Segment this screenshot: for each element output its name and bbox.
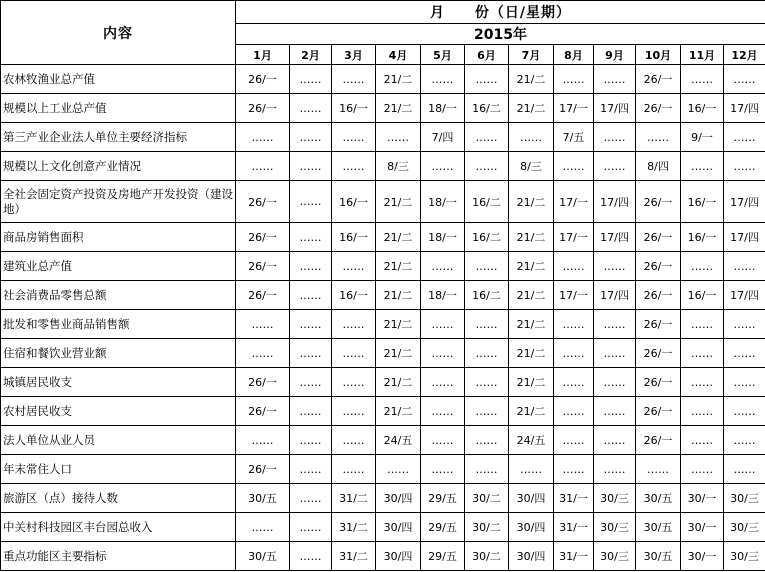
table-cell: 30/二	[465, 513, 509, 542]
table-cell: ……	[554, 426, 594, 455]
table-cell: ……	[332, 397, 376, 426]
table-cell: 26/一	[636, 65, 681, 94]
table-cell: ……	[681, 152, 724, 181]
table-row	[1, 123, 765, 152]
table-cell: 29/五	[421, 542, 465, 571]
table-cell: 24/五	[509, 426, 554, 455]
row-label: 全社会固定资产投资及房地产开发投资（建设地）	[1, 181, 236, 223]
table-cell: ……	[421, 310, 465, 339]
table-cell: 26/一	[236, 181, 290, 223]
table-cell: ……	[636, 123, 681, 152]
table-cell: 21/二	[376, 223, 421, 252]
table-cell: ……	[376, 455, 421, 484]
table-cell: 30/三	[724, 513, 765, 542]
table-cell: ……	[465, 252, 509, 281]
table-cell: ……	[290, 252, 332, 281]
table-cell: ……	[465, 65, 509, 94]
table-row	[1, 397, 765, 426]
table-cell: ……	[332, 339, 376, 368]
table-cell: 30/五	[236, 542, 290, 571]
table-cell: 18/一	[421, 223, 465, 252]
table-cell: 26/一	[236, 368, 290, 397]
table-cell: ……	[236, 123, 290, 152]
table-cell: 16/二	[465, 223, 509, 252]
table-cell: 16/一	[681, 281, 724, 310]
table-cell: ……	[290, 310, 332, 339]
month-header: 6月	[465, 45, 509, 65]
table-cell: 16/一	[681, 94, 724, 123]
table-row	[1, 94, 765, 123]
table-row	[1, 542, 765, 571]
table-cell: 17/一	[554, 181, 594, 223]
table-cell: ……	[594, 65, 636, 94]
table-cell: ……	[290, 368, 332, 397]
month-header: 10月	[636, 45, 681, 65]
table-cell: ……	[554, 252, 594, 281]
month-header: 11月	[681, 45, 724, 65]
table-cell: ……	[290, 152, 332, 181]
table-cell: 17/四	[724, 223, 765, 252]
table-cell: ……	[332, 252, 376, 281]
table-cell: 16/一	[332, 94, 376, 123]
table-cell: ……	[509, 123, 554, 152]
table-cell: 9/一	[681, 123, 724, 152]
table-cell: 30/四	[509, 542, 554, 571]
content-column-header: 内容	[1, 1, 236, 65]
table-cell: 26/一	[636, 339, 681, 368]
table-cell: ……	[554, 152, 594, 181]
table-cell: 21/二	[376, 368, 421, 397]
table-cell: 31/一	[554, 484, 594, 513]
table-row	[1, 310, 765, 339]
table-cell: 17/四	[724, 94, 765, 123]
table-cell: ……	[594, 123, 636, 152]
table-cell: 17/一	[554, 223, 594, 252]
table-cell: ……	[332, 310, 376, 339]
table-cell: ……	[290, 426, 332, 455]
table-cell: 30/五	[636, 484, 681, 513]
table-row	[1, 426, 765, 455]
table-cell: 21/二	[509, 281, 554, 310]
table-cell: 26/一	[236, 397, 290, 426]
table-cell: 30/三	[594, 513, 636, 542]
table-cell: 17/四	[594, 281, 636, 310]
table-cell: ……	[236, 513, 290, 542]
table-cell: 21/二	[509, 65, 554, 94]
table-cell: ……	[236, 310, 290, 339]
table-cell: 30/四	[376, 542, 421, 571]
table-cell: 8/四	[636, 152, 681, 181]
table-cell: ……	[681, 252, 724, 281]
table-cell: ……	[594, 397, 636, 426]
table-cell: ……	[554, 368, 594, 397]
table-cell: ……	[681, 368, 724, 397]
table-cell: ……	[594, 339, 636, 368]
table-cell: 21/二	[376, 281, 421, 310]
table-cell: ……	[594, 152, 636, 181]
row-label: 农林牧渔业总产值	[1, 65, 236, 94]
table-cell: 21/二	[509, 368, 554, 397]
table-cell: 26/一	[236, 252, 290, 281]
table-cell: ……	[681, 397, 724, 426]
month-header-title: 月 份（日/星期）	[236, 1, 765, 24]
table-cell: ……	[236, 426, 290, 455]
month-header: 7月	[509, 45, 554, 65]
table-cell: 17/四	[594, 223, 636, 252]
table-cell: 26/一	[636, 181, 681, 223]
table-cell: 21/二	[376, 339, 421, 368]
table-cell: ……	[421, 65, 465, 94]
table-row	[1, 484, 765, 513]
row-label: 城镇居民收支	[1, 368, 236, 397]
month-header: 8月	[554, 45, 594, 65]
table-cell: ……	[594, 368, 636, 397]
row-label: 商品房销售面积	[1, 223, 236, 252]
table-cell: ……	[290, 484, 332, 513]
table-cell: ……	[681, 426, 724, 455]
table-cell: ……	[290, 94, 332, 123]
month-header: 12月	[724, 45, 765, 65]
table-cell: 16/一	[681, 181, 724, 223]
table-cell: 17/四	[594, 94, 636, 123]
table-cell: 30/一	[681, 542, 724, 571]
table-cell: ……	[332, 123, 376, 152]
table-cell: 30/一	[681, 484, 724, 513]
table-cell: 30/二	[465, 542, 509, 571]
table-cell: 31/二	[332, 513, 376, 542]
row-label: 农村居民收支	[1, 397, 236, 426]
table-cell: ……	[332, 152, 376, 181]
table-cell: 26/一	[236, 223, 290, 252]
table-cell: ……	[290, 397, 332, 426]
table-cell: 31/二	[332, 484, 376, 513]
table-cell: ……	[421, 426, 465, 455]
table-cell: ……	[724, 368, 765, 397]
table-cell: 21/二	[376, 252, 421, 281]
table-cell: ……	[554, 65, 594, 94]
table-cell: 26/一	[236, 281, 290, 310]
table-cell: ……	[681, 310, 724, 339]
table-cell: 21/二	[376, 181, 421, 223]
table-cell: 30/五	[636, 542, 681, 571]
table-cell: ……	[290, 123, 332, 152]
table-cell: ……	[554, 455, 594, 484]
table-row	[1, 252, 765, 281]
table-cell: 30/五	[636, 513, 681, 542]
table-cell: 17/一	[554, 94, 594, 123]
row-label: 建筑业总产值	[1, 252, 236, 281]
table-cell: ……	[594, 426, 636, 455]
table-cell: ……	[724, 426, 765, 455]
table-cell: ……	[421, 455, 465, 484]
row-label: 社会消费品零售总额	[1, 281, 236, 310]
table-cell: 21/二	[376, 65, 421, 94]
table-cell: 26/一	[636, 94, 681, 123]
table-cell: ……	[421, 252, 465, 281]
table-cell: 26/一	[236, 94, 290, 123]
table-cell: ……	[724, 310, 765, 339]
table-cell: 21/二	[376, 397, 421, 426]
table-cell: ……	[681, 455, 724, 484]
table-cell: 7/五	[554, 123, 594, 152]
table-cell: ……	[554, 397, 594, 426]
table-row	[1, 65, 765, 94]
table-cell: ……	[554, 310, 594, 339]
table-cell: ……	[724, 252, 765, 281]
table-cell: 8/三	[509, 152, 554, 181]
table-cell: ……	[236, 152, 290, 181]
table-cell: 26/一	[636, 426, 681, 455]
table-cell: 30/三	[594, 484, 636, 513]
table-cell: 17/四	[594, 181, 636, 223]
month-header: 4月	[376, 45, 421, 65]
row-label: 第三产业企业法人单位主要经济指标	[1, 123, 236, 152]
table-row	[1, 281, 765, 310]
month-header: 1月	[236, 45, 290, 65]
table-cell: 30/四	[376, 513, 421, 542]
table-cell: ……	[290, 513, 332, 542]
table-cell: 30/四	[509, 484, 554, 513]
table-cell: 21/二	[509, 310, 554, 339]
table-cell: 16/一	[332, 223, 376, 252]
table-cell: ……	[290, 65, 332, 94]
table-cell: ……	[465, 310, 509, 339]
table-cell: 30/一	[681, 513, 724, 542]
table-cell: 26/一	[636, 252, 681, 281]
table-cell: 30/三	[594, 542, 636, 571]
table-cell: 30/三	[724, 484, 765, 513]
table-cell: 18/一	[421, 181, 465, 223]
table-cell: ……	[332, 455, 376, 484]
table-cell: ……	[290, 281, 332, 310]
table-cell: 26/一	[636, 223, 681, 252]
table-cell: 26/一	[636, 281, 681, 310]
table-cell: ……	[465, 455, 509, 484]
table-cell: 26/一	[636, 397, 681, 426]
table-cell: 16/一	[332, 281, 376, 310]
table-cell: 31/一	[554, 542, 594, 571]
table-cell: ……	[376, 123, 421, 152]
table-cell: ……	[465, 426, 509, 455]
month-header: 5月	[421, 45, 465, 65]
table-cell: ……	[724, 455, 765, 484]
table-cell: ……	[724, 65, 765, 94]
row-label: 批发和零售业商品销售额	[1, 310, 236, 339]
table-row	[1, 223, 765, 252]
row-label: 重点功能区主要指标	[1, 542, 236, 571]
month-header: 2月	[290, 45, 332, 65]
table-cell: ……	[290, 455, 332, 484]
table-cell: 21/二	[376, 94, 421, 123]
table-cell: ……	[465, 397, 509, 426]
table-row	[1, 513, 765, 542]
table-cell: ……	[594, 310, 636, 339]
table-cell: ……	[724, 123, 765, 152]
table-cell: ……	[290, 223, 332, 252]
table-cell: 30/五	[236, 484, 290, 513]
year-header: 2015年	[236, 24, 765, 45]
month-header: 3月	[332, 45, 376, 65]
table-cell: 8/三	[376, 152, 421, 181]
table-cell: ……	[290, 181, 332, 223]
table-cell: 16/一	[681, 223, 724, 252]
table-cell: 30/三	[724, 542, 765, 571]
table-cell: 24/五	[376, 426, 421, 455]
table-cell: ……	[465, 152, 509, 181]
table-row	[1, 152, 765, 181]
row-label: 住宿和餐饮业营业额	[1, 339, 236, 368]
table-cell: 18/一	[421, 94, 465, 123]
table-cell: 26/一	[236, 455, 290, 484]
table-cell: 21/二	[509, 181, 554, 223]
table-cell: 31/二	[332, 542, 376, 571]
table-row	[1, 368, 765, 397]
table-cell: ……	[421, 368, 465, 397]
table-cell: 26/一	[236, 65, 290, 94]
row-label: 中关村科技园区丰台园总收入	[1, 513, 236, 542]
table-cell: 21/二	[509, 252, 554, 281]
table-cell: 30/四	[509, 513, 554, 542]
row-label: 旅游区（点）接待人数	[1, 484, 236, 513]
table-cell: 26/一	[636, 368, 681, 397]
table-cell: ……	[465, 368, 509, 397]
table-body	[1, 65, 765, 571]
table-cell: 18/一	[421, 281, 465, 310]
table-cell: 30/四	[376, 484, 421, 513]
table-cell: 29/五	[421, 513, 465, 542]
table-cell: ……	[332, 368, 376, 397]
row-label: 年末常住人口	[1, 455, 236, 484]
table-cell: 21/二	[509, 397, 554, 426]
table-cell: 21/二	[509, 94, 554, 123]
table-cell: ……	[421, 152, 465, 181]
table-cell: 16/一	[332, 181, 376, 223]
table-cell: 16/二	[465, 94, 509, 123]
table-cell: ……	[465, 339, 509, 368]
table-cell: ……	[509, 455, 554, 484]
table-cell: 31/一	[554, 513, 594, 542]
table-cell: 17/四	[724, 181, 765, 223]
table-cell: 21/二	[509, 339, 554, 368]
table-cell: ……	[636, 455, 681, 484]
table-cell: ……	[681, 339, 724, 368]
month-header: 9月	[594, 45, 636, 65]
table-row	[1, 339, 765, 368]
table-cell: ……	[421, 397, 465, 426]
table-cell: ……	[465, 123, 509, 152]
table-cell: 21/二	[509, 223, 554, 252]
table-cell: ……	[594, 252, 636, 281]
table-cell: ……	[724, 152, 765, 181]
table-cell: 16/二	[465, 281, 509, 310]
table-cell: ……	[724, 339, 765, 368]
table-cell: ……	[681, 65, 724, 94]
table-cell: 17/四	[724, 281, 765, 310]
table-cell: ……	[290, 339, 332, 368]
table-row	[1, 455, 765, 484]
row-label: 规模以上文化创意产业情况	[1, 152, 236, 181]
row-label: 规模以上工业总产值	[1, 94, 236, 123]
table-cell: ……	[554, 339, 594, 368]
row-label: 法人单位从业人员	[1, 426, 236, 455]
table-cell: 16/二	[465, 181, 509, 223]
table-cell: ……	[724, 397, 765, 426]
table-cell: ……	[332, 65, 376, 94]
table-cell: ……	[236, 339, 290, 368]
table-cell: 29/五	[421, 484, 465, 513]
table-cell: ……	[290, 542, 332, 571]
table-cell: 7/四	[421, 123, 465, 152]
table-cell: 26/一	[636, 310, 681, 339]
table-cell: ……	[332, 426, 376, 455]
table-cell: 17/一	[554, 281, 594, 310]
table-row	[1, 181, 765, 223]
table-cell: ……	[421, 339, 465, 368]
table-cell: 30/二	[465, 484, 509, 513]
table-cell: ……	[594, 455, 636, 484]
table-cell: 21/二	[376, 310, 421, 339]
